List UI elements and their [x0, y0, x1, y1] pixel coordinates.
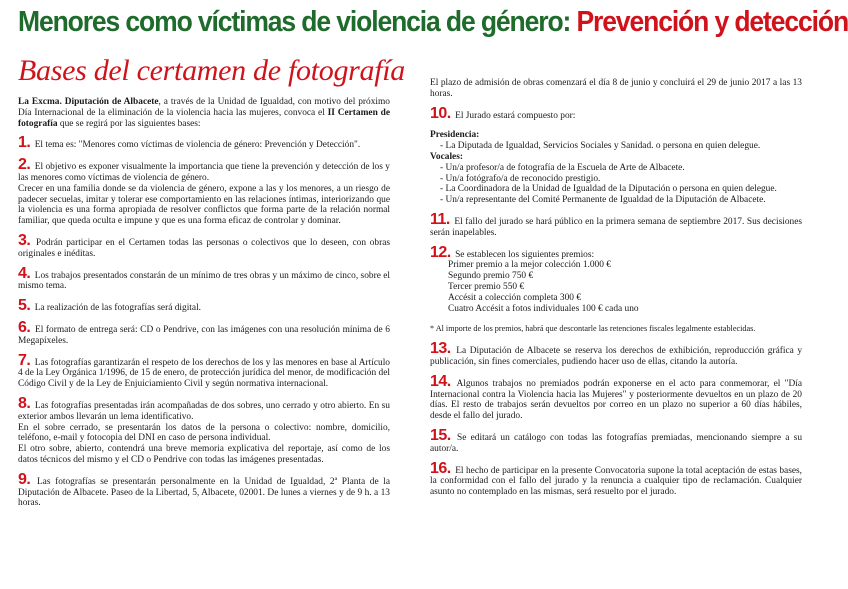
base-text: El Jurado estará compuesto por: [455, 110, 576, 121]
base-text: Las fotografías presentadas irán acompañadas de dos sobres, uno cerrado y otro abierto. En su exterior ambos llevarán un lema identificativo. [18, 400, 390, 422]
intro-text-end: que se regirá por las siguientes bases: [57, 118, 201, 129]
base-number: 2. [18, 156, 31, 174]
base-11 [430, 210, 803, 239]
base-text: La realización de las fotografías será digital. [34, 303, 202, 314]
base-text: Algunos trabajos no premiados podrán exponerse en el acto para conmemorar, el "Día Internacional contra la Violencia hacia las Mujeres" y posteriormente devueltos en un plazo de 20 días. El resto de trabajos serán devueltos por correo en un plazo no superior a 60 días hábiles, desde el fallo del jurado. [430, 378, 802, 422]
base-16 [430, 459, 803, 498]
base-number: 7. [18, 351, 31, 369]
base-number: 9. [18, 470, 31, 488]
prize-item: Primer premio a la mejor colección 1.000 € [448, 260, 611, 271]
presidencia-label: Presidencia: [430, 130, 480, 141]
prize-item: Cuatro Accésit a fotos individuales 100 € cada uno [448, 303, 639, 314]
base-text: Los trabajos presentados constarán de un mínimo de tres obras y un máximo de cinco, sobre el mismo tema. [18, 270, 390, 292]
base-text: Las fotografías se presentarán personalmente en la Unidad de Igualdad, 2ª Planta de la Diputación de Albacete. Paseo de la Libertad, 5, Albacete, 02001. De lunes a viernes y de 9 h. a 13 horas. [18, 476, 390, 509]
base-number: 12. [430, 243, 451, 261]
base-text-extra: El otro sobre, abierto, contendrá una breve memoria explicativa del reportaje, así como de los datos técnicos del mismo y el CD o Pendrive con todas las imágenes presentadas. [18, 444, 390, 465]
base-number: 8. [18, 394, 31, 412]
page-subtitle: Bases del certamen de fotografía [18, 54, 405, 87]
base-9 [18, 470, 390, 509]
left-column [18, 97, 390, 518]
base-text-extra: En el sobre cerrado, se presentarán los datos de la persona o colectivo: nombre, domicilio, teléfono, e-mail y fotocopia del DNI en caso de persona individual. [18, 422, 390, 444]
base-text: El tema es: "Menores como víctimas de violencia de género: Prevención y Detección". [34, 140, 361, 151]
title-red: Prevención y detección [576, 6, 848, 38]
right-column [430, 78, 802, 507]
plazo-paragraph: El plazo de admisión de obras comenzará el día 8 de junio y concluirá el 29 de junio 2017 a las 13 horas. [430, 78, 802, 99]
base-5 [18, 297, 390, 315]
base-text: El hecho de participar en la presente Convocatoria supone la total aceptación de estas bases, la conformidad con el fallo del jurado y la renuncia a cualquier tipo de reclamación. Cualquier asunto no contemplado en las mismas, será resuelto por el jurado. [430, 465, 803, 498]
intro-text: , a través de la Unidad de Igualdad, con motivo del próximo Día Internacional de la eliminación de la violencia hacia las mujeres, convoca el [18, 97, 390, 118]
prize-item: Segundo premio 750 € [448, 271, 534, 282]
base-4 [18, 264, 390, 293]
presidencia-item: - La Diputada de Igualdad, Servicios Sociales y Sanidad. o persona en quien delegue. [440, 141, 761, 152]
base-13 [430, 340, 803, 368]
vocal-item: - Un/a representante del Comité Permanente de Igualdad de la Diputación de Albacete. [440, 195, 766, 206]
base-1 [18, 134, 390, 152]
base-number: 13. [430, 340, 451, 358]
base-text: El formato de entrega será: CD o Pendrive, con las imágenes con una resolución mínima de 6 Megapíxeles. [18, 324, 390, 346]
base-text: Las fotografías garantizarán el respeto de los derechos de los y las menores en base al Artículo 4 de la Ley Orgánica 1/1996, de 15 de enero, de protección jurídica del menor, de modificación del Código Civil y de la Ley de Enjuiciamiento Civil y según normativa internacional. [18, 357, 390, 390]
title-green: Menores como víctimas de violencia de género: [18, 6, 577, 38]
base-15 [430, 426, 803, 455]
base-text: Se editará un catálogo con todas las fotografías premiadas, mencionando siempre a su autor/a. [430, 432, 803, 454]
premios-note: * Al importe de los premios, habrá que descontarle las retenciones fiscales legalmente establecidas. [430, 324, 756, 334]
page-title [18, 6, 848, 50]
base-3 [18, 231, 391, 260]
base-number: 4. [18, 264, 31, 282]
base-14 [430, 372, 802, 422]
base-8 [18, 394, 390, 466]
base-number: 15. [430, 426, 451, 444]
vocal-item: - La Coordinadora de la Unidad de Igualdad de la Diputación o persona en quien delegue. [440, 184, 777, 195]
base-12 [430, 243, 802, 261]
vocales-label: Vocales: [430, 151, 463, 162]
base-text: La Diputación de Albacete se reserva los derechos de exhibición, reproducción gráfica y publicación, sin fines comerciales, pudiendo hacer uso de ellas, citando la autoría. [430, 346, 803, 367]
base-10 [430, 104, 802, 122]
intro-certamen: II Certamen de fotografía [18, 107, 390, 129]
intro-paragraph [18, 97, 390, 129]
base-text: El objetivo es exponer visualmente la importancia que tiene la prevención y detección de los y las menores como víctimas de violencia de género. [18, 162, 390, 183]
base-number: 3. [18, 231, 31, 249]
base-number: 5. [18, 297, 31, 315]
prize-item: Accésit a colección completa 300 € [448, 292, 582, 303]
base-number: 10. [430, 104, 451, 122]
vocal-item: - Un/a fotógrafo/a de reconocido prestigio. [440, 173, 601, 184]
intro-org: La Excma. Diputación de Albacete [18, 97, 159, 107]
jurado-list [430, 130, 802, 206]
base-number: 11. [430, 210, 450, 228]
base-text: El fallo del jurado se hará público en la primera semana de septiembre 2017. Sus decisiones serán inapelables. [430, 216, 803, 238]
base-text-extra: Crecer en una familia donde se da violencia de género, expone a las y los menores, a un riesgo de padecer secuelas, imitar y tolerar ese comportamiento en las relaciones íntimas, interiorizando que la violencia es una forma apropiada de resolver conflictos que forma parte de la relación normal familiar, que queda oculta e impune y que es una forma eficaz de controlar y dominar. [18, 183, 390, 227]
base-text: Podrán participar en el Certamen todas las personas o colectivos que lo deseen, con obras originales e inéditas. [18, 237, 391, 259]
base-number: 6. [18, 318, 31, 336]
base-6 [18, 318, 390, 347]
prize-item: Tercer premio 550 € [448, 281, 525, 292]
base-text: Se establecen los siguientes premios: [455, 249, 595, 260]
base-7 [18, 351, 390, 390]
base-2 [18, 156, 390, 227]
base-number: 1. [18, 134, 31, 152]
base-number: 16. [430, 459, 451, 477]
vocal-item: - Un/a profesor/a de fotografía de la Escuela de Arte de Albacete. [440, 162, 685, 173]
base-number: 14. [430, 372, 451, 390]
